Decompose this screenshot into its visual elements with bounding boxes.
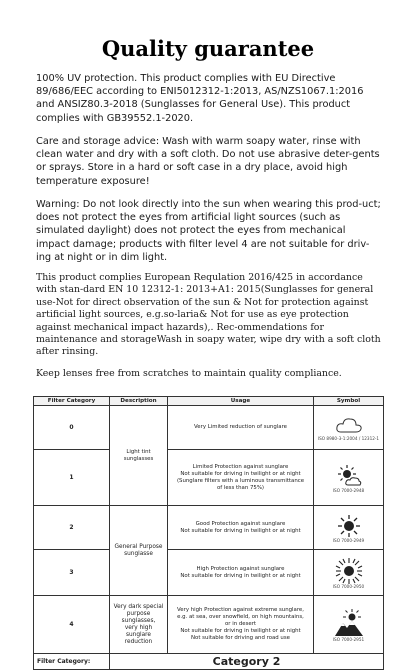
iso-code: ISO 7000-2951 [332, 637, 365, 642]
care-advice-paragraph: Care and storage advice: Wash with warm soapy water, rinse with clean water and dry with a soft cloth. Do not use abrasive deter-gents or sprays. Store in a hard or soft case in a dry place, avoid high temperature exposure! [36, 136, 380, 187]
regulation-paragraph: This product complies European Requlation 2016/425 in accordance with stan-dard EN 10 12312-1: 2013+A1: 2015(Sunglasses for general use-Not for direct observation of the sun & Not for protection against artificial light sources, e.g.so-laria& Not for use as eye protection against mechanical impact hazards),. Rec-ommendations for maintenance and storageWash in soapy water, wipe dry with a soft cloth after rinsing. [36, 272, 381, 358]
header-usage: Usage [168, 397, 314, 406]
usage-cell: Good Protection against sunglare Not suitable for driving in twilight or at night [168, 506, 314, 550]
usage-cell: Very Limited reduction of sunglare [168, 406, 314, 450]
footer-label: Filter Category: [34, 654, 110, 670]
iso-code: ISO 7000-2948 [332, 488, 365, 493]
table-footer-row [34, 654, 384, 670]
description-cell: Light tint sunglasses [110, 406, 168, 506]
category-cell: 3 [34, 550, 110, 596]
category-cell: 0 [34, 406, 110, 450]
sun-cloud-icon [316, 464, 381, 488]
table-row [34, 550, 384, 596]
scratch-paragraph: Keep lenses free from scratches to maintain quality compliance. [36, 368, 342, 379]
symbol-cell [314, 596, 384, 654]
page-title: Quality guarantee [101, 36, 315, 61]
usage-cell: Very high Protection against extreme sunglare, e.g. at sea, over snowfield, on high mountains, or in desert Not suitable for driving in twilight or at night Not suitable for driving and road use [168, 596, 314, 654]
symbol-cell [314, 506, 384, 550]
iso-code: ISO 7000-2950 [332, 584, 365, 589]
table-row [34, 506, 384, 550]
symbol-cell [314, 450, 384, 506]
filter-category-table [33, 396, 384, 670]
cloud-icon [316, 416, 381, 436]
header-symbol: Symbol [314, 397, 384, 406]
usage-cell: Limited Protection against sunglare Not suitable for driving in twilight or at night (Sunglare filters with a luminous transmittance of less than 75%) [168, 450, 314, 506]
iso-code: ISO 8980-3-1:2004 / 12312-1 [317, 436, 380, 441]
mountain-sun-icon [316, 609, 381, 637]
header-filter-category: Filter Category [34, 397, 110, 406]
header-description: Description [110, 397, 168, 406]
symbol-cell [314, 406, 384, 450]
table-row [34, 596, 384, 654]
table-row [34, 406, 384, 450]
category-cell: 1 [34, 450, 110, 506]
uv-protection-paragraph: 100% UV protection. This product complies with EU Directive 89/686/EEC according to ENI5012312-1:2013, AS/NZS1067.1:2016 and ANSIZ80.3-2018 (Sunglasses for General Use). This product complies with GB39552.1-2020. [36, 73, 364, 124]
table-header-row [34, 397, 384, 406]
description-cell: General Purpose sunglasse [110, 506, 168, 596]
sun-icon [316, 514, 381, 538]
category-cell: 4 [34, 596, 110, 654]
footer-category-value: Category 2 [110, 654, 384, 670]
symbol-cell [314, 550, 384, 596]
description-cell: Very dark special purpose sunglasses, very high sunglare reduction [110, 596, 168, 654]
warning-paragraph: Warning: Do not look directly into the sun when wearing this prod-uct; does not protect the eyes from artificial light sources (such as simulated daylight) does not protect the eyes from mechanical impact damage; products with filter level 4 are not suitable for driv-ing at night or in dim light. [36, 199, 381, 263]
iso-code: ISO 7000-2949 [332, 538, 365, 543]
category-cell: 2 [34, 506, 110, 550]
bright-sun-icon [316, 558, 381, 584]
table-row [34, 450, 384, 506]
usage-cell: High Protection against sunglare Not suitable for driving in twilight or at night [168, 550, 314, 596]
